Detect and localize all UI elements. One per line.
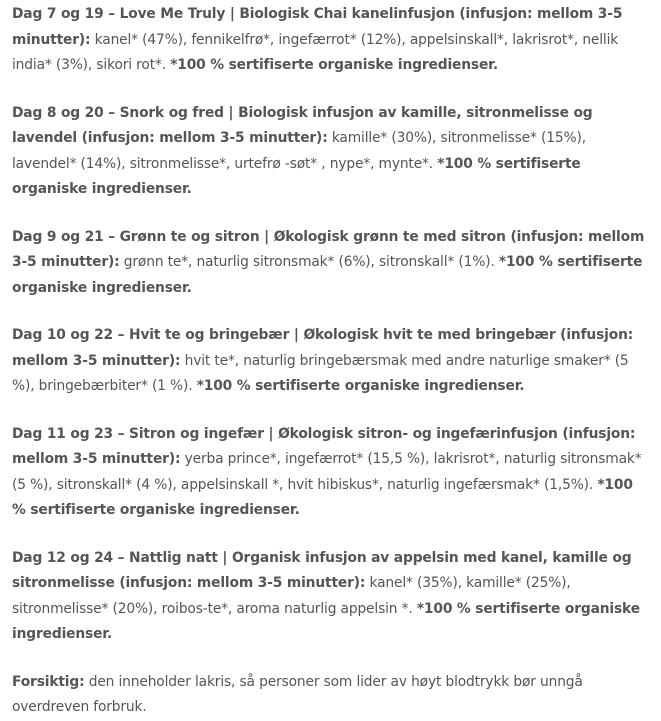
warning-label: Forsiktig: [12, 673, 85, 690]
entry-heading: Dag 12 og 24 – Nattlig natt | Organisk infusjon av appelsin med kanel, kamille og sitronmelisse (infusjon: mellom 3-5 minutter): [12, 549, 632, 591]
entry-certification: *100 % sertifiserte organiske ingredienser. [12, 600, 640, 642]
entry-ingredients: kanel* (47%), fennikelfrø*, ingefærrot* (12%), appelsinskall*, lakrisrot*, nellik india* (3%), sikori rot*. [12, 31, 619, 73]
entry-heading: Dag 9 og 21 – Grønn te og sitron | Økologisk grønn te med sitron (infusjon: mellom 3-5 minutter): [12, 228, 645, 270]
entry-certification: *100 % sertifiserte organiske ingredienser. [196, 378, 525, 394]
entry-ingredients: hvit te*, naturlig bringebærsmak med andre naturlige smaker* (5 %), bringebærbiter* (1 %). [12, 352, 629, 394]
entry-certification: *100 % sertifiserte organiske ingredienser. [12, 155, 581, 197]
entry-certification: *100 % sertifiserte organiske ingredienser. [170, 57, 498, 73]
tea-entry-day-8-20 [12, 101, 649, 203]
tea-entry-day-11-23 [12, 422, 649, 524]
entry-ingredients: yerba prince*, ingefærrot* (15,5 %), lakrisrot*, naturlig sitronsmak* (5 %), sitronskall* (4 %), appelsinskall *, hvit hibiskus*, naturlig ingefærsmak* (1,5%). [12, 451, 642, 493]
entry-heading: Dag 7 og 19 – Love Me Truly | Biologisk Chai kanelinfusjon (infusjon: mellom 3-5 minutter): [12, 6, 623, 48]
entry-ingredients: grønn te*, naturlig sitronsmak* (6%), sitronskall* (1%). [119, 254, 499, 270]
licorice-warning [12, 670, 649, 721]
tea-entry-day-7-19 [12, 2, 649, 79]
entry-ingredients: kamille* (30%), sitronmelisse* (15%), lavendel* (14%), sitronmelisse*, urtefrø -søt* , nype*, mynte*. [12, 130, 586, 172]
entry-ingredients: kanel* (35%), kamille* (25%), sitronmelisse* (20%), roibos-te*, aroma naturlig appelsin *. [12, 575, 571, 617]
entry-certification: *100 % sertifiserte organiske ingredienser. [12, 254, 643, 296]
warning-text: den inneholder lakris, så personer som lider av høyt blodtrykk bør unngå overdreven forbruk. [12, 673, 583, 715]
entry-heading: Dag 10 og 22 – Hvit te og bringebær | Økologisk hvit te med bringebær (infusjon: mellom 3-5 minutter): [12, 327, 634, 369]
tea-entry-day-12-24 [12, 546, 649, 648]
entry-heading: Dag 8 og 20 – Snork og fred | Biologisk infusjon av kamille, sitronmelisse og lavendel (infusjon: mellom 3-5 minutter): [12, 104, 593, 146]
tea-entry-day-10-22 [12, 323, 649, 400]
entry-heading: Dag 11 og 23 – Sitron og ingefær | Økologisk sitron- og ingefærinfusjon (infusjon: mellom 3-5 minutter): [12, 425, 636, 467]
entry-certification: *100 % sertifiserte organiske ingredienser. [12, 476, 633, 518]
tea-entry-day-9-21 [12, 225, 649, 302]
